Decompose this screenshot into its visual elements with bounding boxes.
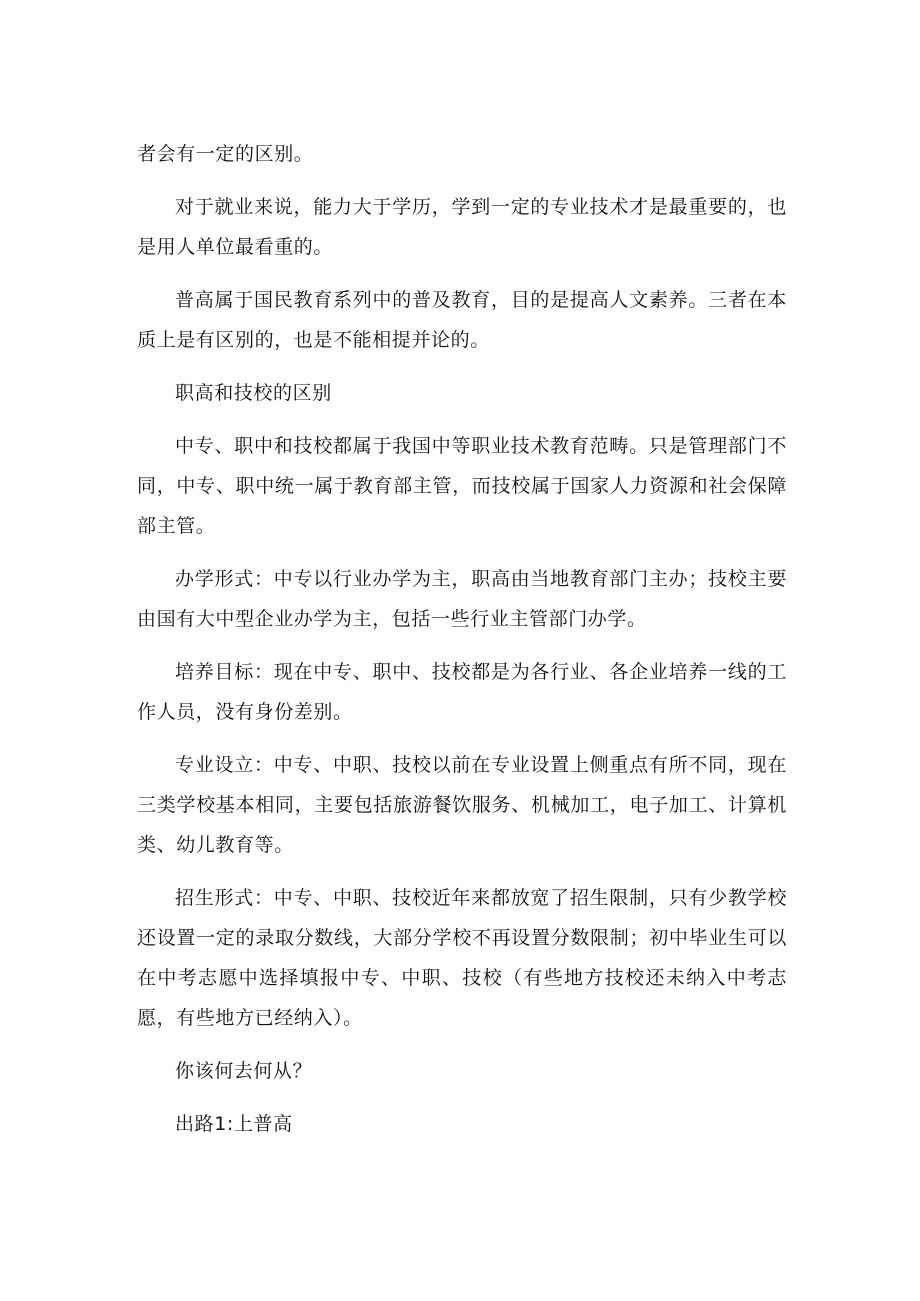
section-heading-difference: 职高和技校的区别 bbox=[175, 382, 332, 404]
question-heading: 你该何去何从？ bbox=[175, 1060, 313, 1082]
paragraph-continuation: 者会有一定的区别。 bbox=[137, 143, 314, 165]
paragraph-general-high-school: 普高属于国民教育系列中的普及教育，目的是提高人文素养。三者在本质上是有区别的，也是不能相提并论的。 bbox=[137, 289, 787, 351]
paragraph-enrollment: 招生形式：中专、中职、技校近年来都放宽了招生限制，只有少教学校还设置一定的录取分数线，大部分学校不再设置分数限制；初中毕业生可以在中考志愿中选择填报中专、中职、技校（有些地方技校还未纳入中考志愿，有些地方已经纳入）。 bbox=[137, 887, 787, 1029]
paragraph-school-form: 办学形式：中专以行业办学为主，职高由当地教育部门主办；技校主要由国有大中型企业办学为主，包括一些行业主管部门办学。 bbox=[137, 568, 787, 630]
document-body bbox=[137, 134, 787, 1157]
paragraph-employment: 对于就业来说，能力大于学历，学到一定的专业技术才是最重要的，也是用人单位最看重的。 bbox=[137, 196, 787, 258]
paragraph-management: 中专、职中和技校都属于我国中等职业技术教育范畴。只是管理部门不同，中专、职中统一属于教育部主管，而技校属于国家人力资源和社会保障部主管。 bbox=[137, 435, 787, 537]
paragraph-majors: 专业设立：中专、中职、技校以前在专业设置上侧重点有所不同，现在三类学校基本相同，主要包括旅游餐饮服务、机械加工，电子加工、计算机类、幼儿教育等。 bbox=[137, 754, 787, 856]
option-heading-1: 出路1:上普高 bbox=[175, 1113, 293, 1135]
paragraph-training-goal: 培养目标：现在中专、职中、技校都是为各行业、各企业培养一线的工作人员，没有身份差别。 bbox=[137, 661, 787, 723]
